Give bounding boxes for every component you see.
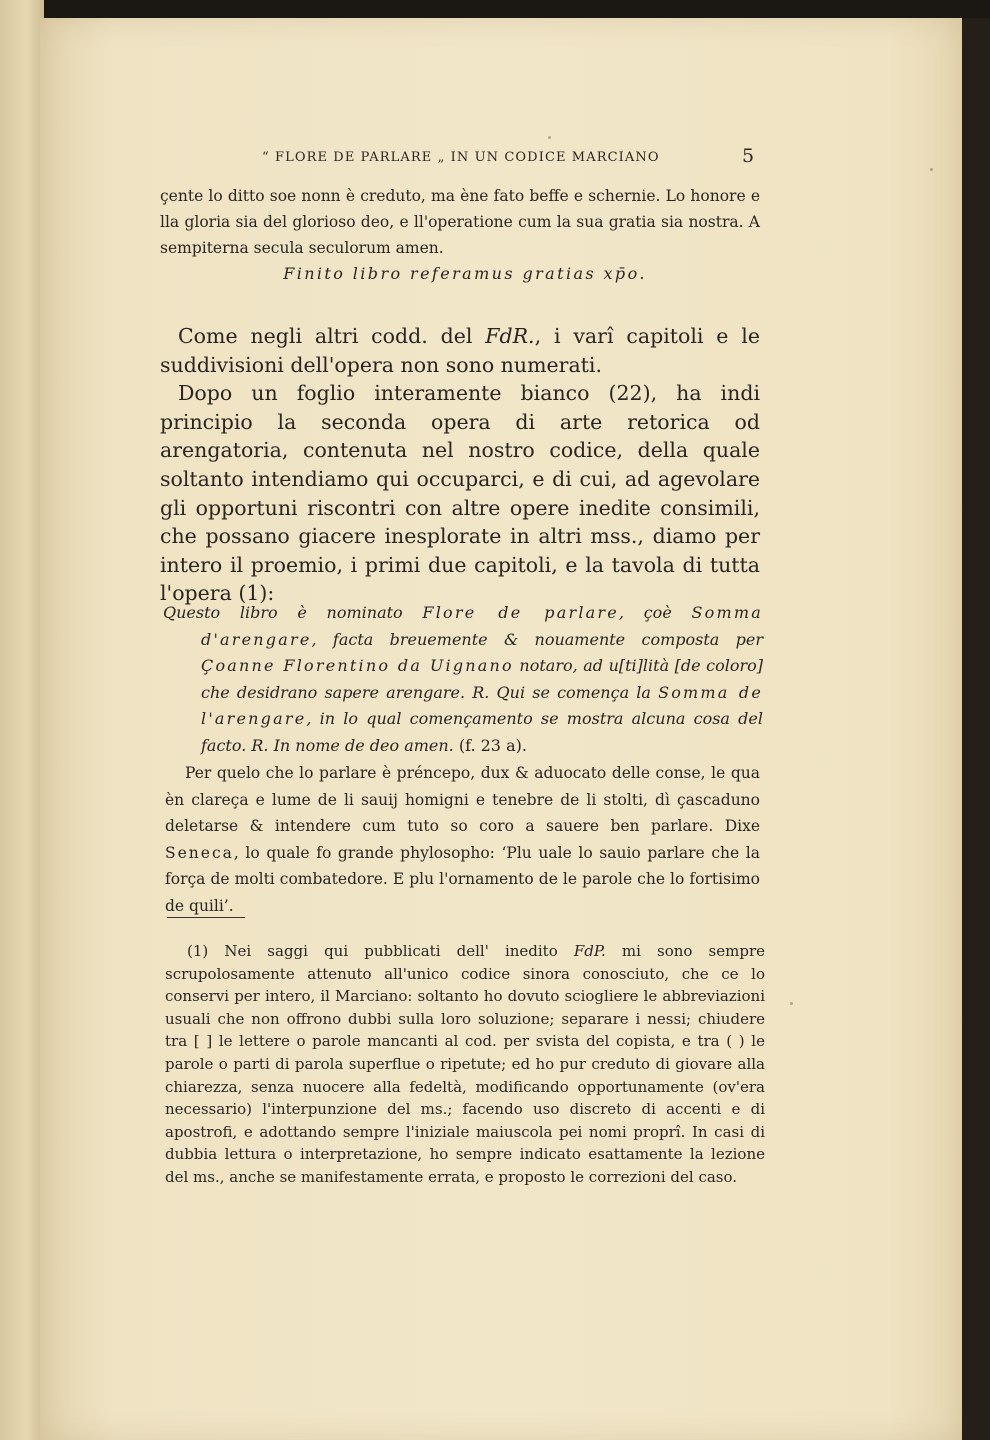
- main-text: [160, 322, 760, 608]
- paper-speck: [548, 136, 551, 139]
- footnote-rule: [167, 917, 245, 918]
- folio-reference: (f. 23 a).: [458, 735, 527, 755]
- p1-end: , i varî capitoli e le suddivisioni dell'opera non sono numerati.: [160, 324, 760, 377]
- scan-background-edge: [962, 18, 990, 1440]
- page-number: 5: [742, 145, 755, 167]
- colophon-block: [160, 183, 760, 287]
- paper-speck: [790, 1002, 793, 1005]
- colophon-text: çente lo ditto soe nonn è creduto, ma ène fato beffe e schernie. Lo honore e lla gloria sia del glorioso deo, e ll'operatione cum la sua gratia sia nostra. A sempiterna secula seculorum amen.: [160, 187, 760, 257]
- footnote-part: mi sono sempre scrupolosamente attenuto all'unico codice sinora conosciuto, che ce lo conservi per intero, il Marciano: soltanto ho dovuto sciogliere le abbreviazioni usuali che non offrono dubbi sulla loro soluzione; separare i nessi; chiudere tra [ ] le lettere o parole mancanti al cod. per svista del copista, e tra ( ) le parole o parti di parola superflue o ripetute; ed ho pur creduto di giovare alla chiarezza, senza nuocere alla fedeltà, modificando opportunamente (ov'era necessario) l'interpunzione del ms.; facendo uso discreto di accenti e di apostrofi, e adottando sempre l'iniziale maiuscola pei nomi proprî. In casi di dubbia lettura o interpretazione, ho sempre indicato esattamente la lezione del ms., anche se manifestamente errata, e proposto le correzioni del caso.: [165, 942, 765, 1186]
- paper-speck: [930, 168, 933, 171]
- incipit-part: Questo libro è nominato: [163, 603, 423, 622]
- footnote-siglum: FdP.: [573, 942, 606, 960]
- footnote-paragraph: [165, 940, 765, 1189]
- incipit-title: Somma de l'arengare: [201, 682, 764, 728]
- proem-text: [165, 760, 760, 920]
- incipit-author: Çoanne Florentino da Uignano: [201, 656, 514, 675]
- explicit-line: Finito libro referamus gratias xp̄o.: [283, 264, 647, 283]
- facing-page-edge: [0, 0, 44, 1440]
- incipit-part: , in lo qual començamento se mostra alcuna cosa del facto. R. In nome de deo amen.: [201, 709, 763, 755]
- incipit-part: , çoè: [618, 603, 692, 622]
- incipit-part: , facta breuemente & nouamente composta per: [311, 629, 763, 649]
- proem-paragraph: [165, 760, 760, 920]
- incipit-part: notaro, ad u[ti]lità [de coloro] che desidrano sapere arengare. R. Qui se començа la: [201, 656, 764, 702]
- incipit-text: [163, 600, 763, 759]
- footnote-part: (1) Nei saggi qui pubblicati dell' inedito: [187, 942, 574, 960]
- p1-siglum: FdR.: [485, 324, 535, 348]
- proem-part: Per quelo che lo parlare è préncepo, dux & aduocato delle conse, le qua èn clareça e lume de li sauij homigni e tenebre de li stolti, dì çascaduno deletarse & intendere cum tuto so coro a sauere ben parlare. Dixe: [165, 764, 760, 836]
- paragraph-2: Dopo un foglio interamente bianco (22), ha indi principio la seconda opera di arte retorica od arengatoria, contenuta nel nostro codice, della quale soltanto intendiamo qui occuparci, e di cui, ad agevolare gli opportuni riscontri con altre opere inedite consimili, che possano giacere inesplorate in altri mss., diamo per intero il proemio, i primi due capitoli, e la tavola di tutta l'opera (1):: [160, 381, 760, 606]
- incipit-title: Somma d'arengare: [201, 603, 763, 649]
- running-head: “ FLORE DE PARLARE „ IN UN CODICE MARCIANO: [262, 150, 660, 165]
- incipit-block: [163, 600, 763, 759]
- footnote: [165, 940, 765, 1189]
- proem-part: , lo quale fo grande phylosopho: ‘Plu uale lo sauio parlare che la força de molti combatedore. E plu l'ornamento de le parole che lo fortisimo de quili’.: [165, 843, 760, 915]
- p1-start: Come negli altri codd. del: [178, 324, 486, 348]
- incipit-title: Flore de parlare: [422, 603, 619, 622]
- proem-name: Seneca: [165, 843, 234, 862]
- paragraph-1: [160, 322, 760, 379]
